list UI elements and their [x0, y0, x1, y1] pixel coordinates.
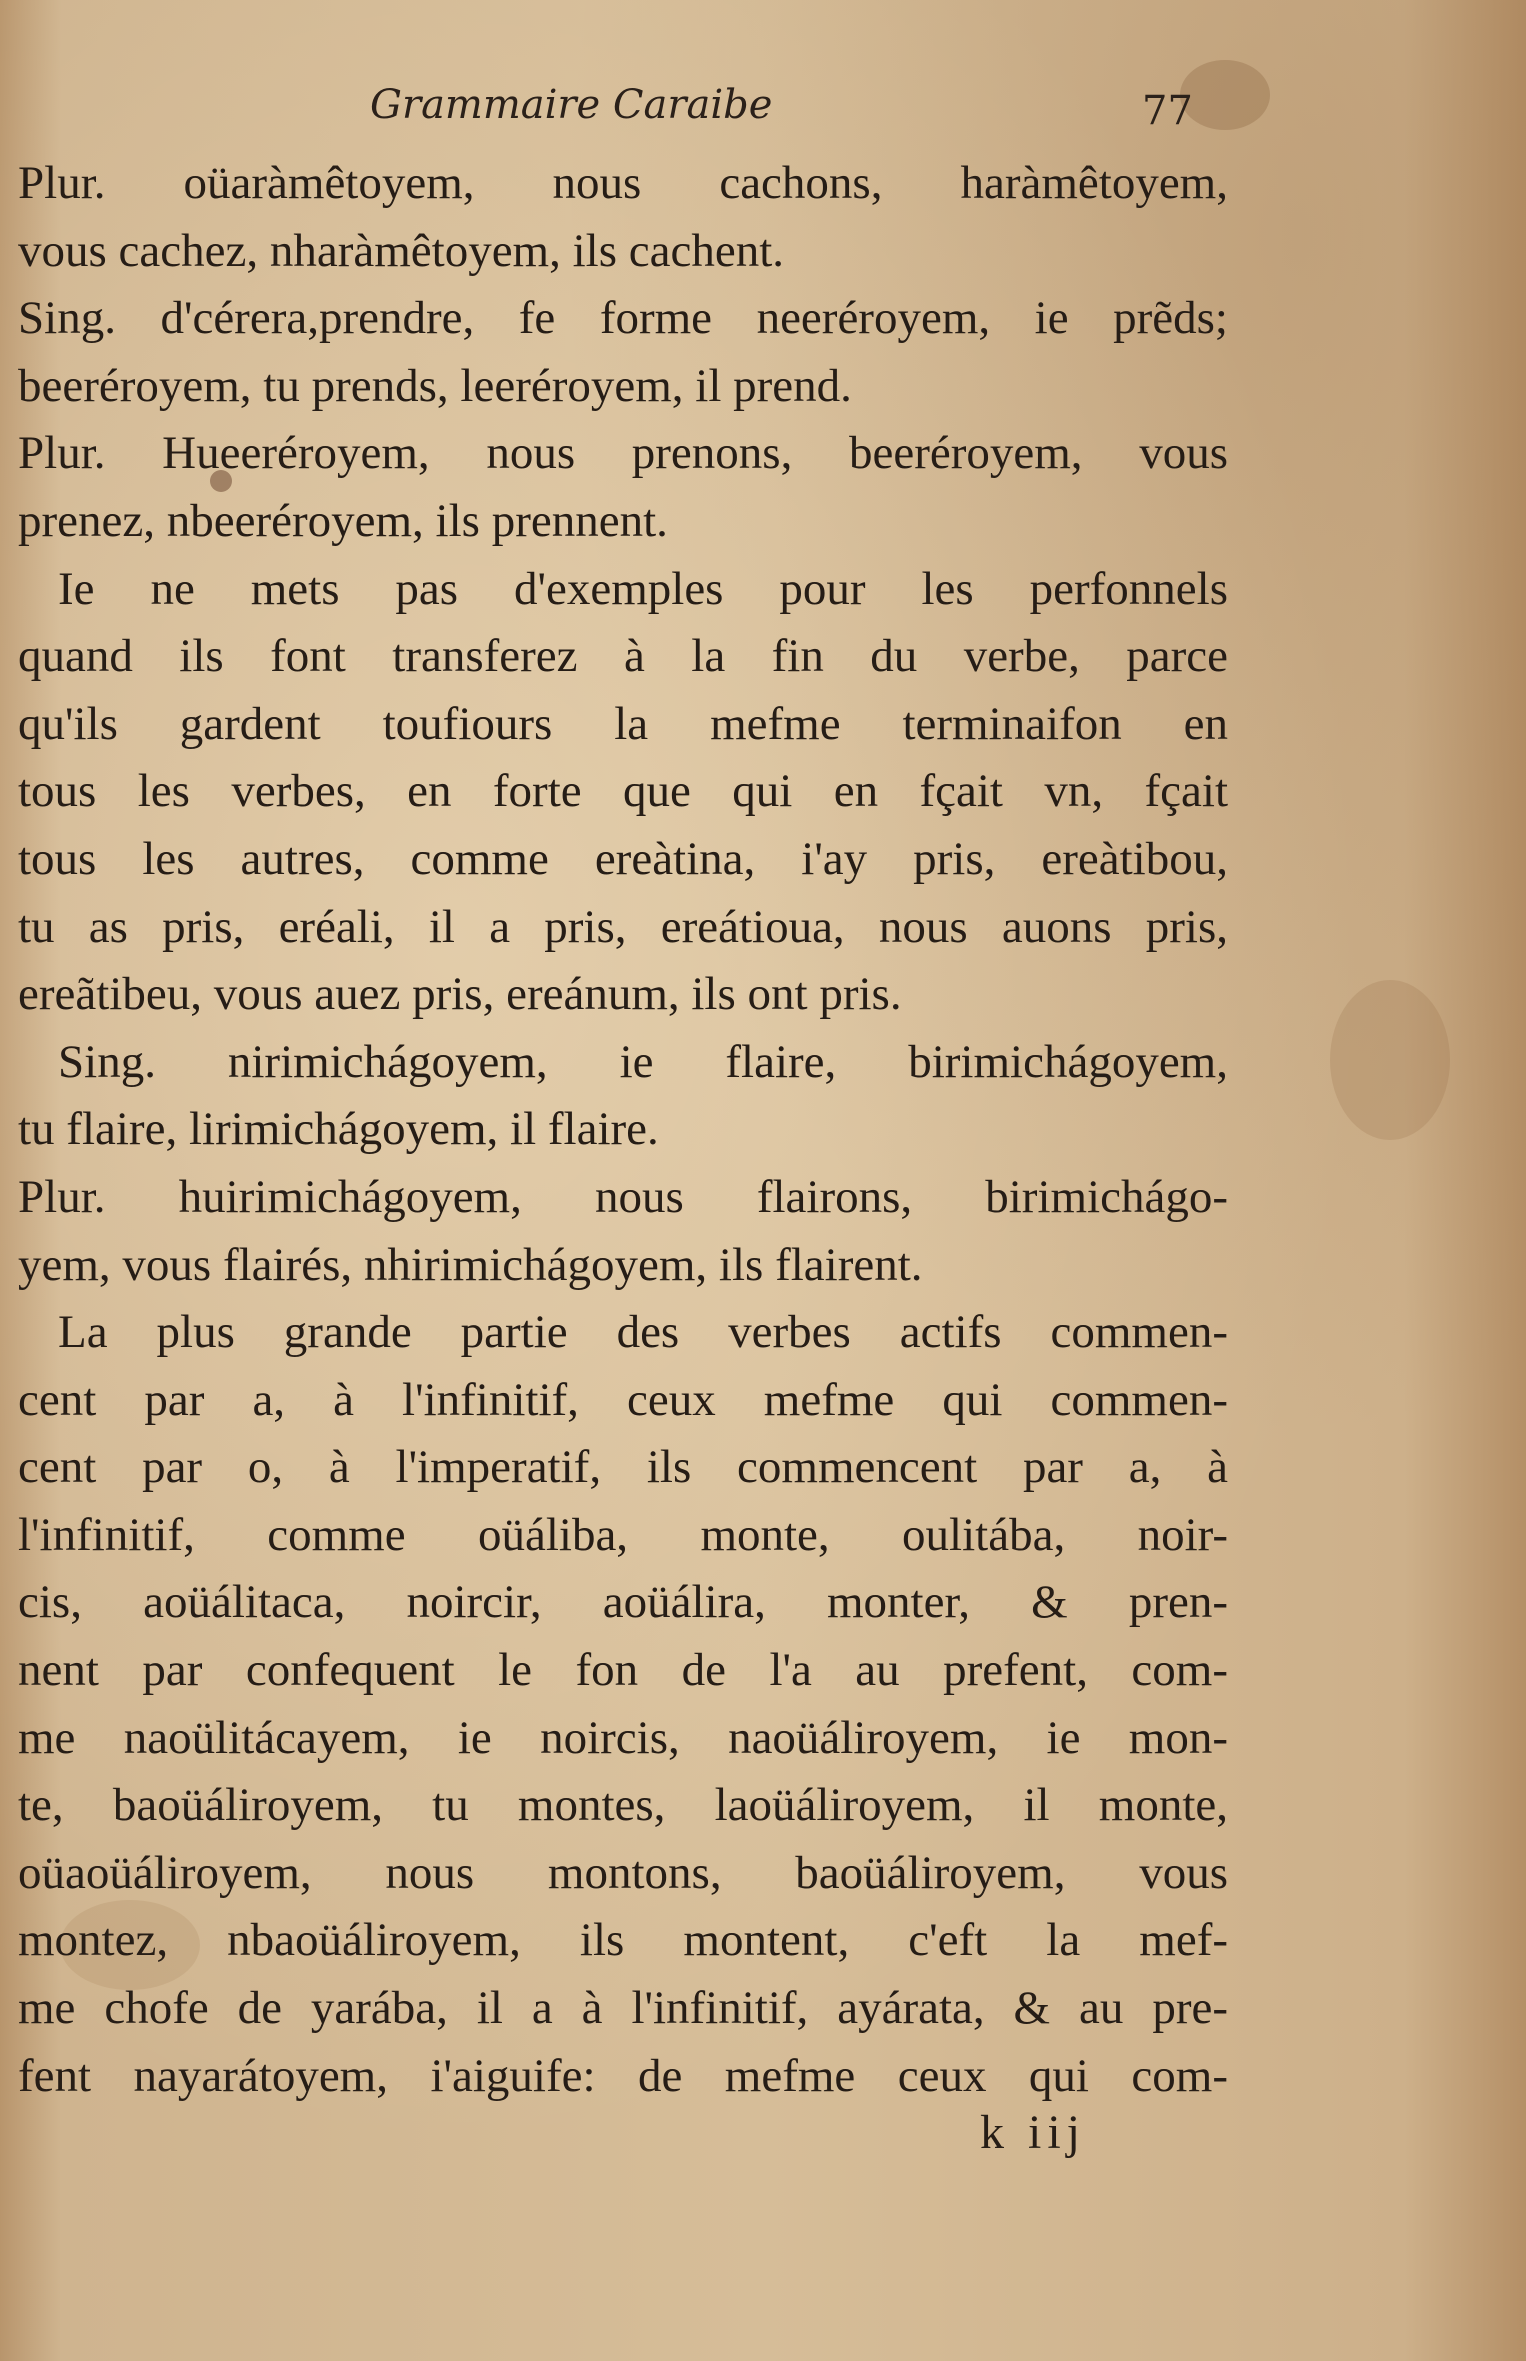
- text-line: beeréroyem, tu prends, leeréroyem, il prend.: [18, 359, 852, 412]
- text-line: vous cachez, nharàmêtoyem, ils cachent.: [18, 224, 785, 277]
- signature-mark: k iij: [980, 2106, 1087, 2159]
- page-number: 77: [1142, 88, 1193, 134]
- text-line: Sing. nirimichágoyem, ie flaire, birimichágoyem,: [58, 1035, 1228, 1088]
- text-line: te, baoüáliroyem, tu montes, laoüáliroyem, il monte,: [18, 1779, 1228, 1832]
- text-line: me chofe de yarába, il a à l'infinitif, ayárata, & au pre-: [18, 1982, 1228, 2035]
- text-line: Plur. huirimichágoyem, nous flairons, birimichágo-: [18, 1170, 1228, 1223]
- text-line: yem, vous flairés, nhirimichágoyem, ils flairent.: [18, 1238, 923, 1291]
- body-text: [18, 150, 1228, 2110]
- text-line: ereãtibeu, vous auez pris, ereánum, ils ont pris.: [18, 968, 902, 1021]
- text-line: tous les autres, comme ereàtina, i'ay pris, ereàtibou,: [18, 832, 1228, 885]
- text-line: Sing. d'cérera,prendre, fe forme neeréroyem, ie prẽds;: [18, 292, 1228, 345]
- text-line: Plur. oüaràmêtoyem, nous cachons, haràmêtoyem,: [18, 157, 1228, 209]
- text-line: prenez, nbeeréroyem, ils prennent.: [18, 494, 668, 547]
- page-header: [0, 82, 1526, 142]
- text-line: tu as pris, eréali, il a pris, ereátioua, nous auons pris,: [18, 900, 1228, 953]
- text-line: quand ils font transferez à la fin du verbe, parce: [18, 630, 1228, 683]
- running-title: Grammaire Caraibe: [370, 82, 773, 128]
- text-line: montez, nbaoüáliroyem, ils montent, c'eft la mef-: [18, 1914, 1228, 1967]
- text-line: qu'ils gardent toufiours la mefme terminaifon en: [18, 697, 1228, 750]
- text-line: Ie ne mets pas d'exemples pour les perfonnels: [58, 562, 1228, 615]
- text-line: nent par confequent le fon de l'a au prefent, com-: [18, 1644, 1228, 1697]
- text-line: tu flaire, lirimichágoyem, il flaire.: [18, 1103, 659, 1156]
- text-line: me naoülitácayem, ie noircis, naoüáliroyem, ie mon-: [18, 1711, 1228, 1764]
- text-line: cent par o, à l'imperatif, ils commencent par a, à: [18, 1441, 1228, 1494]
- text-line: l'infinitif, comme oüáliba, monte, oulitába, noir-: [18, 1508, 1228, 1561]
- text-line: cent par a, à l'infinitif, ceux mefme qui commen-: [18, 1373, 1228, 1426]
- text-line: Plur. Hueeréroyem, nous prenons, beeréroyem, vous: [18, 427, 1228, 480]
- text-line: La plus grande partie des verbes actifs commen-: [58, 1306, 1228, 1359]
- text-line: oüaoüáliroyem, nous montons, baoüáliroyem, vous: [18, 1846, 1228, 1899]
- paper-stain: [1330, 980, 1450, 1140]
- text-line: fent nayarátoyem, i'aiguife: de mefme ceux qui com-: [18, 2049, 1228, 2102]
- text-line: cis, aoüálitaca, noircir, aoüálira, monter, & pren-: [18, 1576, 1228, 1629]
- text-line: tous les verbes, en forte que qui en fçait vn, fçait: [18, 765, 1228, 818]
